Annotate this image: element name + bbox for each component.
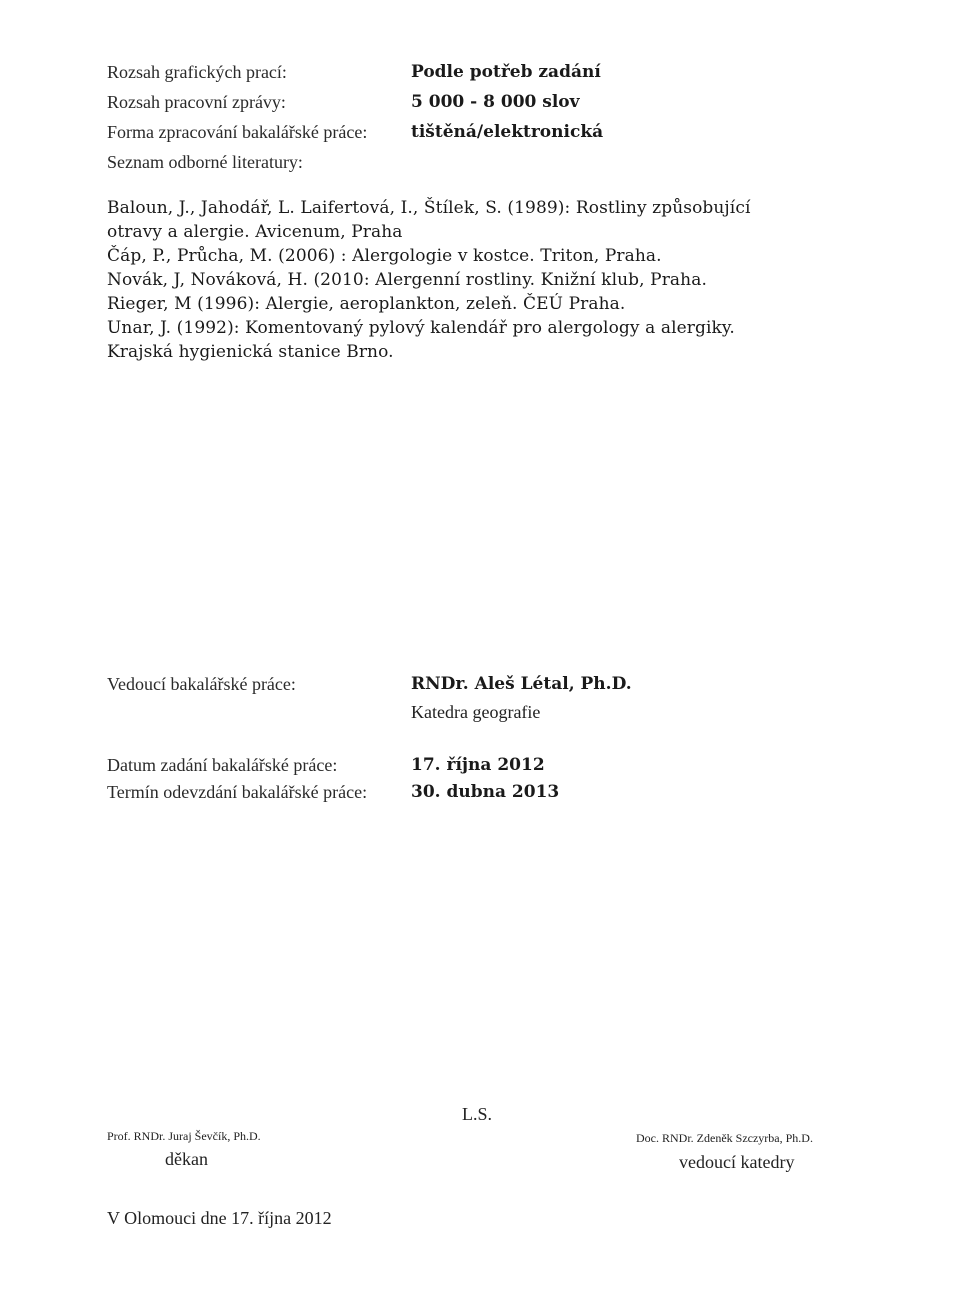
spec-graphics-label: Rozsah grafických prací: bbox=[107, 62, 287, 82]
literature-line: otravy a alergie. Avicenum, Praha bbox=[107, 222, 403, 242]
spec-form-value: tištěná/elektronická bbox=[411, 122, 604, 142]
literature-list bbox=[107, 196, 751, 364]
assigned-date-value: 17. října 2012 bbox=[411, 755, 545, 775]
spec-report-label: Rozsah pracovní zprávy: bbox=[107, 92, 286, 112]
spec-form-label: Forma zpracování bakalářské práce: bbox=[107, 122, 368, 142]
literature-line: Novák, J, Nováková, H. (2010: Alergenní rostliny. Knižní klub, Praha. bbox=[107, 270, 707, 290]
supervisor-label: Vedoucí bakalářské práce: bbox=[107, 674, 296, 694]
head-title: vedoucí katedry bbox=[679, 1152, 795, 1172]
literature-line: Čáp, P., Průcha, M. (2006) : Alergologie v kostce. Triton, Praha. bbox=[107, 246, 662, 266]
literature-line: Baloun, J., Jahodář, L. Laifertová, I., Štílek, S. (1989): Rostliny způsobující bbox=[107, 198, 751, 218]
dean-title: děkan bbox=[165, 1149, 208, 1169]
literature-line: Rieger, M (1996): Alergie, aeroplankton, zeleň. ČEÚ Praha. bbox=[107, 294, 626, 314]
spec-report-value: 5 000 - 8 000 slov bbox=[411, 92, 580, 112]
assigned-date-label: Datum zadání bakalářské práce: bbox=[107, 755, 338, 775]
seal-ls: L.S. bbox=[462, 1104, 493, 1124]
literature-heading: Seznam odborné literatury: bbox=[107, 152, 303, 172]
due-date-value: 30. dubna 2013 bbox=[411, 782, 560, 802]
literature-line: Krajská hygienická stanice Brno. bbox=[107, 342, 394, 362]
head-name: Doc. RNDr. Zdeněk Szczyrba, Ph.D. bbox=[636, 1131, 813, 1145]
supervisor-department: Katedra geografie bbox=[411, 702, 541, 722]
dean-name: Prof. RNDr. Juraj Ševčík, Ph.D. bbox=[107, 1129, 261, 1143]
literature-line: Unar, J. (1992): Komentovaný pylový kalendář pro alergology a alergiky. bbox=[107, 318, 735, 338]
place-date: V Olomouci dne 17. října 2012 bbox=[107, 1208, 332, 1228]
supervisor-name: RNDr. Aleš Létal, Ph.D. bbox=[411, 674, 632, 694]
due-date-label: Termín odevzdání bakalářské práce: bbox=[107, 782, 368, 802]
spec-graphics-value: Podle potřeb zadání bbox=[411, 62, 601, 82]
